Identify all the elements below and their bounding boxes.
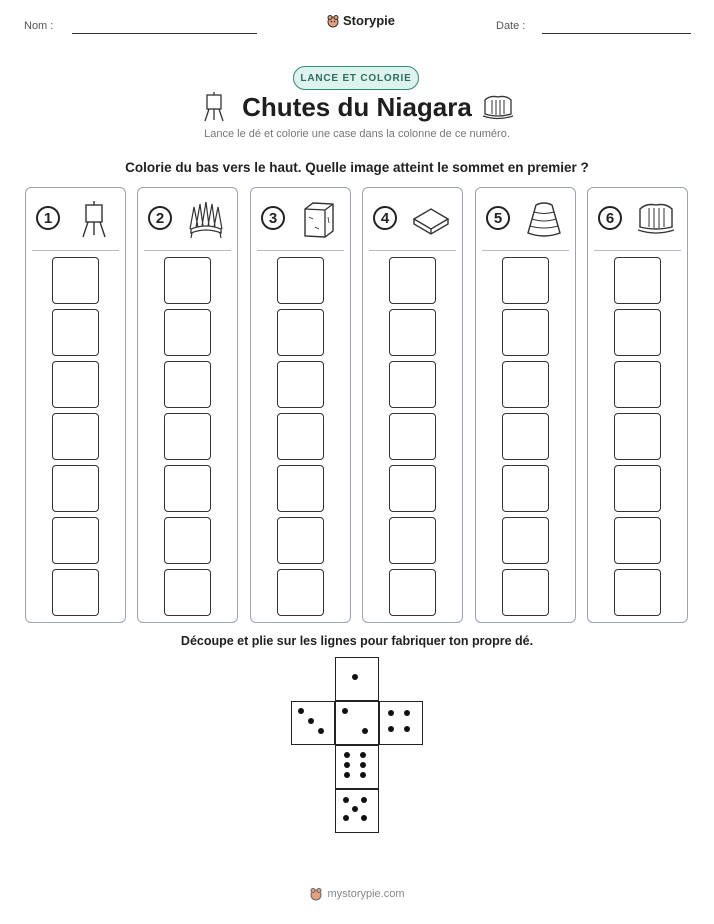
page-title: Chutes du Niagara (242, 92, 472, 122)
headdress-icon (186, 199, 226, 239)
pip (360, 752, 366, 758)
footer-url[interactable]: mystorypie.com (327, 888, 405, 900)
color-box[interactable] (614, 413, 661, 460)
date-line[interactable] (542, 33, 691, 34)
die-face-3[interactable] (291, 701, 335, 745)
easel-icon (74, 199, 114, 239)
column-number: 4 (373, 206, 397, 230)
column-divider (369, 250, 456, 251)
die-face-5[interactable] (335, 789, 379, 833)
color-box[interactable] (614, 309, 661, 356)
color-box[interactable] (164, 413, 211, 460)
color-box[interactable] (502, 517, 549, 564)
book-icon (411, 199, 451, 239)
color-box[interactable] (277, 465, 324, 512)
color-box[interactable] (52, 413, 99, 460)
die-face-6[interactable] (335, 745, 379, 789)
color-box[interactable] (614, 517, 661, 564)
pip (343, 815, 349, 821)
color-box[interactable] (164, 361, 211, 408)
color-box[interactable] (277, 361, 324, 408)
color-box[interactable] (164, 517, 211, 564)
column-1 (25, 187, 126, 623)
die-face-1[interactable] (335, 701, 379, 745)
activity-badge: LANCE ET COLORIE (293, 66, 419, 90)
color-box[interactable] (389, 309, 436, 356)
brand-logo (326, 13, 395, 28)
pip (344, 752, 350, 758)
column-number: 1 (36, 206, 60, 230)
column-number: 6 (598, 206, 622, 230)
column-6 (587, 187, 688, 623)
column-divider (257, 250, 344, 251)
pip (344, 772, 350, 778)
pip (344, 762, 350, 768)
column-number: 5 (486, 206, 510, 230)
pip (298, 708, 304, 714)
color-box[interactable] (164, 569, 211, 616)
color-box[interactable] (389, 257, 436, 304)
column-3 (250, 187, 351, 623)
pip (352, 674, 358, 680)
pip (404, 726, 410, 732)
die-face-1[interactable] (335, 657, 379, 701)
instruction-text: Colorie du bas vers le haut. Quelle image atteint le sommet en premier ? (125, 160, 589, 175)
storypie-mascot-icon (309, 887, 323, 901)
color-box[interactable] (389, 569, 436, 616)
color-box[interactable] (502, 569, 549, 616)
cut-instruction: Découpe et plie sur les lignes pour fabriquer ton propre dé. (180, 634, 534, 648)
pip (388, 710, 394, 716)
color-box[interactable] (502, 361, 549, 408)
color-box[interactable] (389, 413, 436, 460)
name-label: Nom : (24, 20, 54, 32)
pip (352, 806, 358, 812)
layered-rock-icon (524, 199, 564, 239)
color-box[interactable] (502, 257, 549, 304)
column-divider (594, 250, 681, 251)
color-box[interactable] (52, 309, 99, 356)
column-number: 2 (148, 206, 172, 230)
pip (388, 726, 394, 732)
brand-name: Storypie (343, 13, 396, 28)
color-box[interactable] (502, 413, 549, 460)
waterfall-icon (482, 94, 514, 120)
pip (318, 728, 324, 734)
column-5 (475, 187, 576, 623)
footer (0, 887, 714, 901)
name-line[interactable] (72, 33, 257, 34)
color-box[interactable] (164, 257, 211, 304)
pip (362, 728, 368, 734)
color-box[interactable] (164, 465, 211, 512)
color-box[interactable] (614, 569, 661, 616)
column-divider (32, 250, 119, 251)
pip (361, 797, 367, 803)
color-box[interactable] (502, 465, 549, 512)
color-box[interactable] (52, 465, 99, 512)
column-divider (482, 250, 569, 251)
color-box[interactable] (389, 517, 436, 564)
pip (360, 762, 366, 768)
color-box[interactable] (52, 361, 99, 408)
color-box[interactable] (52, 517, 99, 564)
color-box[interactable] (277, 309, 324, 356)
color-box[interactable] (614, 465, 661, 512)
rock-block-icon (299, 199, 339, 239)
color-box[interactable] (277, 569, 324, 616)
color-box[interactable] (502, 309, 549, 356)
column-2 (137, 187, 238, 623)
color-box[interactable] (389, 465, 436, 512)
color-box[interactable] (52, 569, 99, 616)
color-box[interactable] (277, 413, 324, 460)
page-subtitle: Lance le dé et colorie une case dans la colonne de ce numéro. (204, 128, 510, 140)
pip (342, 708, 348, 714)
color-box[interactable] (52, 257, 99, 304)
color-box[interactable] (277, 517, 324, 564)
pip (404, 710, 410, 716)
die-face-4[interactable] (379, 701, 423, 745)
pip (360, 772, 366, 778)
color-box[interactable] (614, 257, 661, 304)
pip (343, 797, 349, 803)
column-number: 3 (261, 206, 285, 230)
waterfall-icon (636, 199, 676, 239)
column-divider (144, 250, 231, 251)
color-box[interactable] (389, 361, 436, 408)
pip (308, 718, 314, 724)
color-box[interactable] (277, 257, 324, 304)
color-box[interactable] (614, 361, 661, 408)
color-box[interactable] (164, 309, 211, 356)
column-4 (362, 187, 463, 623)
pip (361, 815, 367, 821)
storypie-mascot-icon (326, 14, 340, 28)
date-label: Date : (496, 20, 526, 32)
